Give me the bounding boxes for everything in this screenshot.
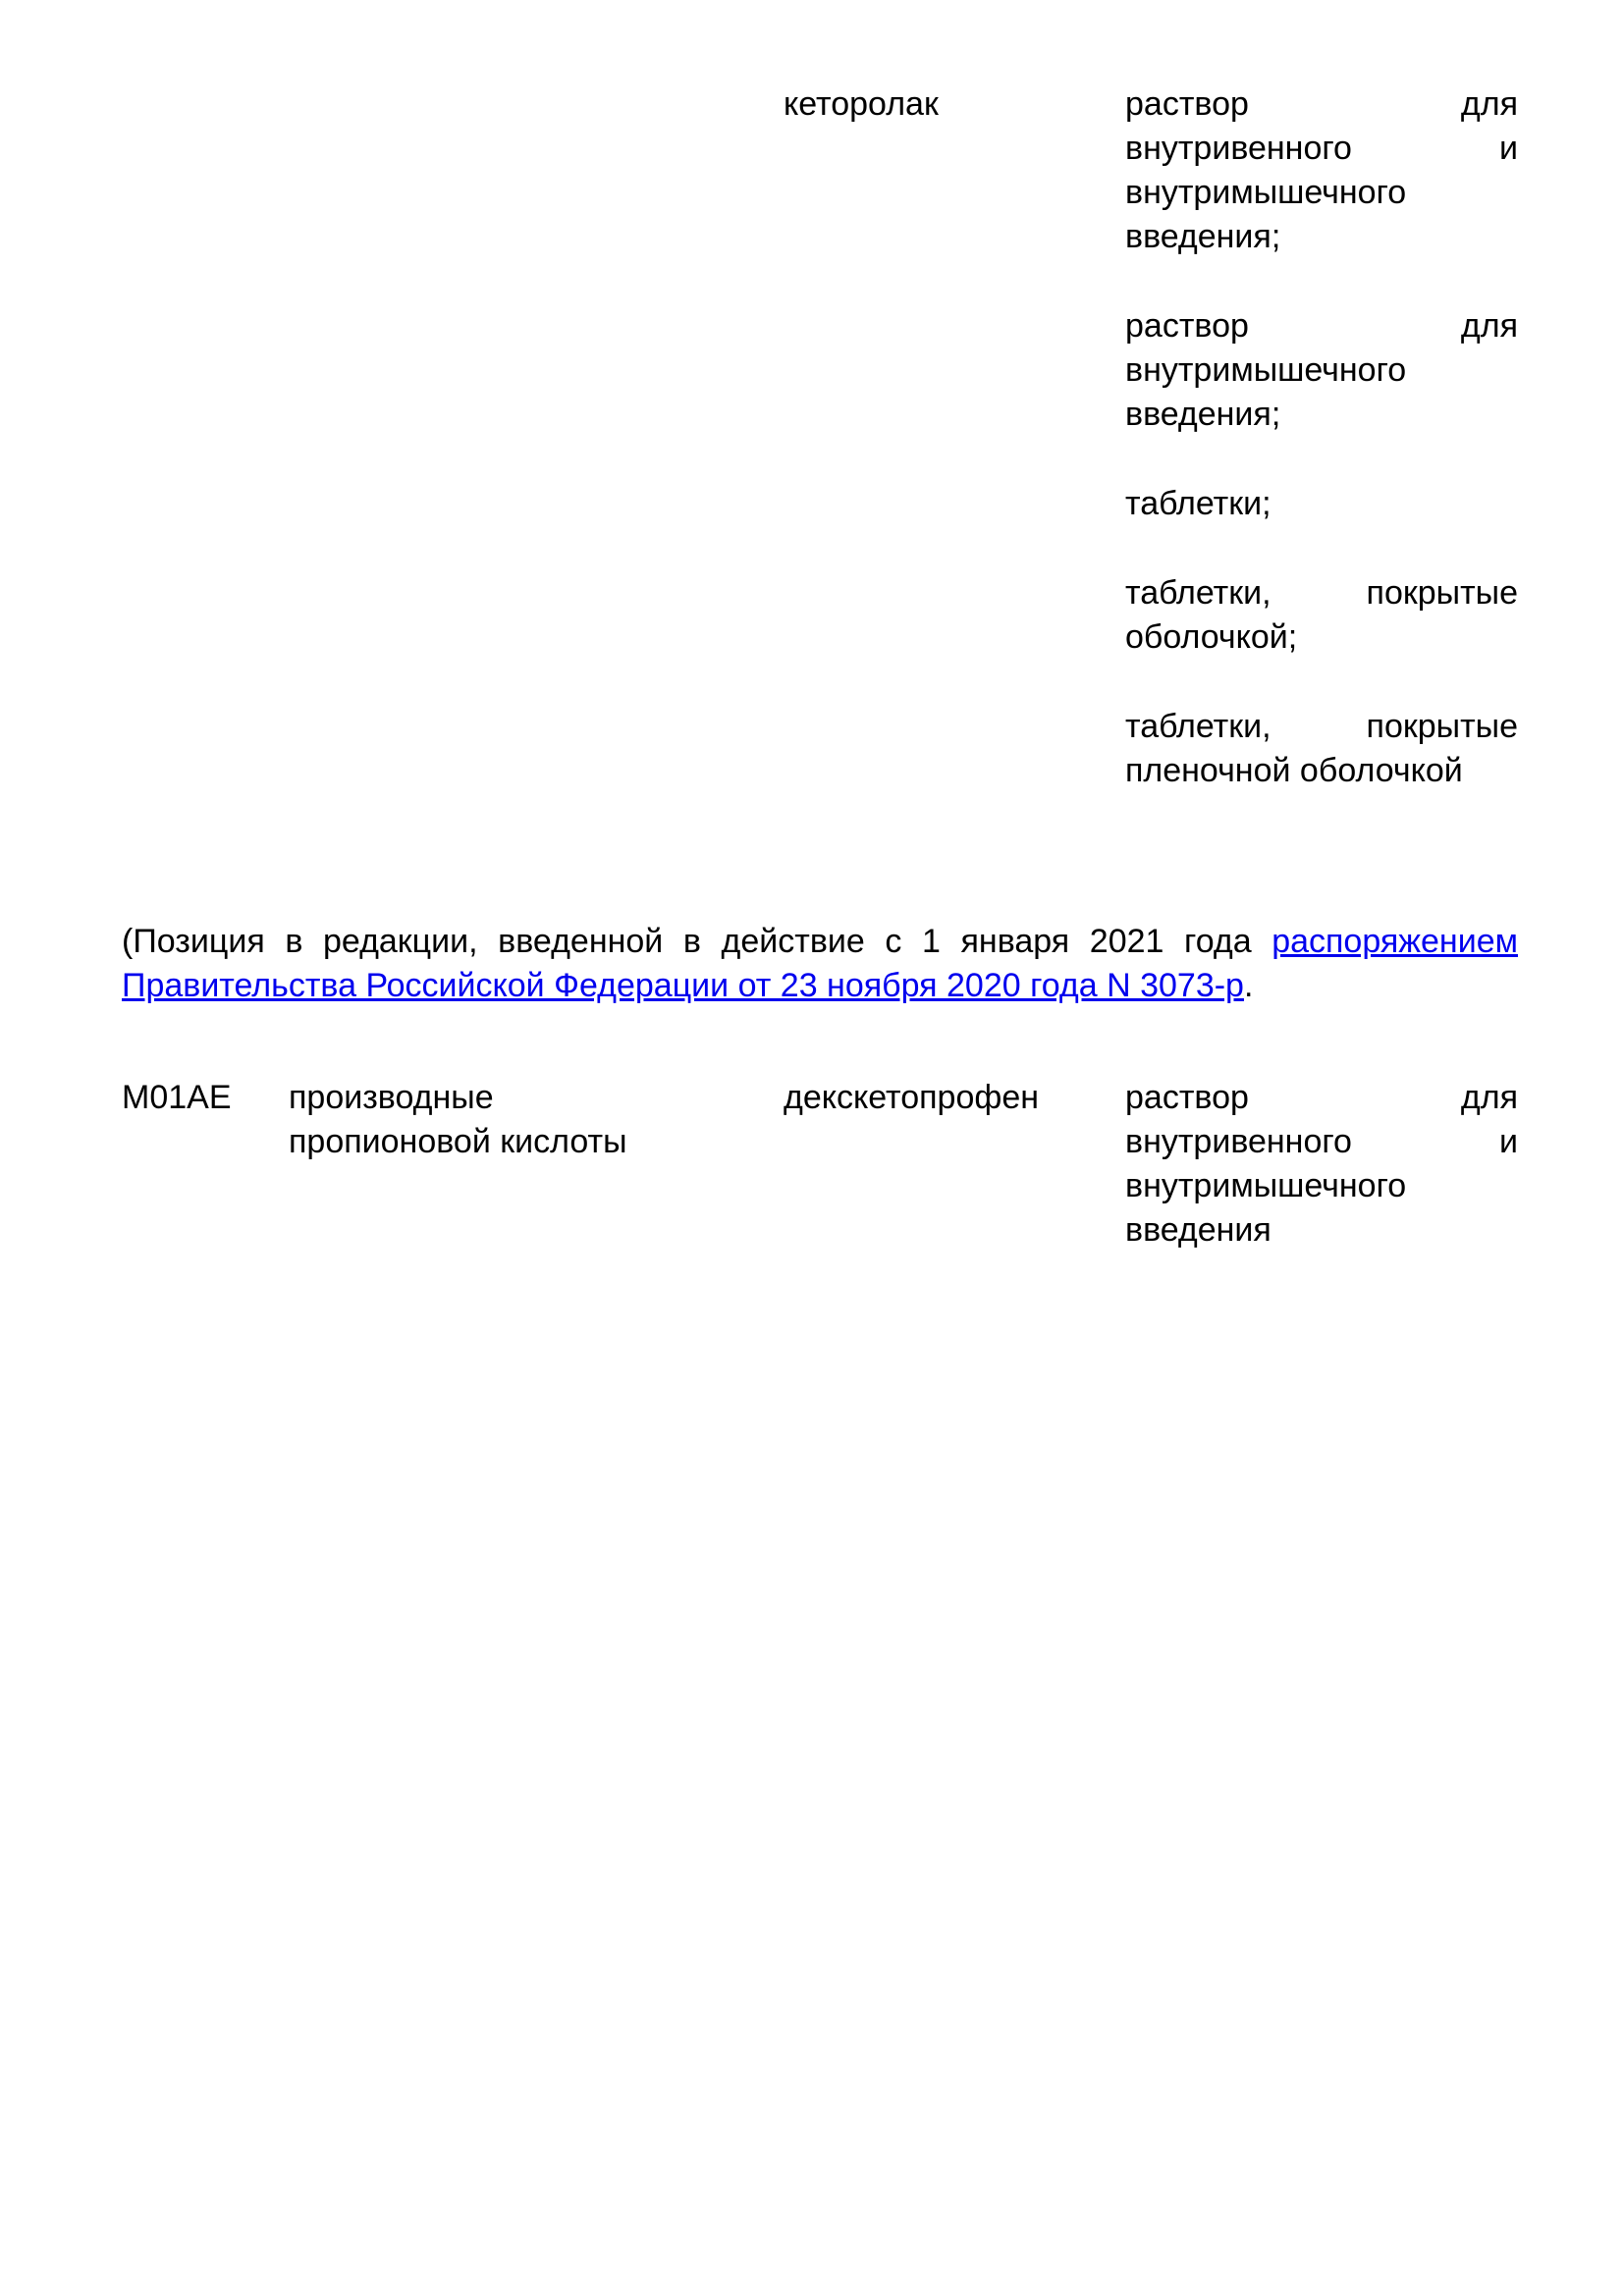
pharmacological-group: производные пропионовой кислоты — [289, 1079, 627, 1160]
dosage-forms-list — [1125, 82, 1518, 838]
dosage-form-item: раствор для внутривенного и внутримышечного введения — [1125, 1079, 1518, 1249]
drug-name-ketorolac: кеторолак — [784, 85, 939, 123]
amendment-note-prefix: (Позиция в редакции, введенной в действие с 1 января 2021 года — [122, 923, 1272, 960]
amendment-note — [122, 920, 1518, 1008]
dosage-form-item: раствор для внутримышечного введения; — [1125, 307, 1518, 433]
drug-name-dexketoprofen: декскетопрофен — [784, 1079, 1040, 1116]
amendment-note-suffix: . — [1243, 967, 1254, 1004]
dosage-form-item: таблетки, покрытые оболочкой; — [1125, 574, 1518, 656]
dosage-form-item: раствор для внутривенного и внутримышечного введения; — [1125, 85, 1518, 255]
atc-code: M01AE — [122, 1079, 232, 1116]
amendment-link[interactable]: распоряжением Правительства Российской Федерации от 23 ноября 2020 года N 3073-р — [122, 923, 1518, 1004]
dosage-forms-list-2 — [1125, 1076, 1518, 1298]
dosage-form-item: таблетки, покрытые пленочной оболочкой — [1125, 708, 1518, 789]
dosage-form-item: таблетки; — [1125, 485, 1271, 522]
